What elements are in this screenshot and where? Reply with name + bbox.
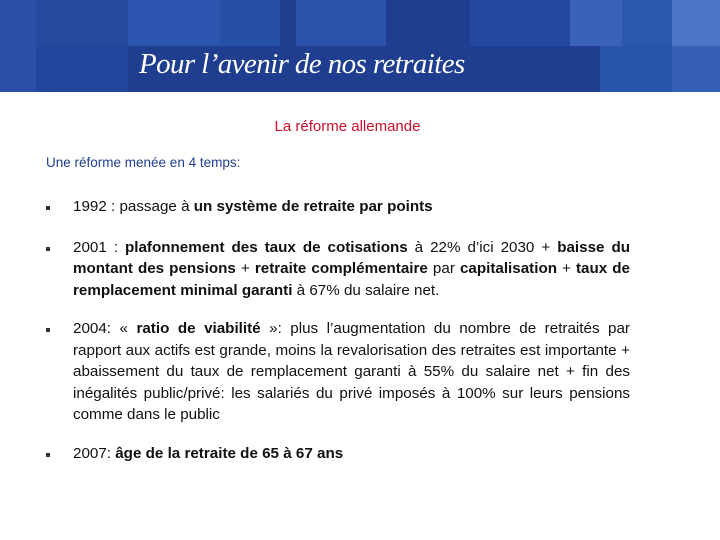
- slide-subtitle: Une réforme menée en 4 temps:: [46, 155, 241, 170]
- bullet-text: à 22% d’ici 2030 +: [407, 238, 558, 256]
- banner-tile: [672, 46, 720, 92]
- bullet-marker: [46, 328, 50, 332]
- bullet-text-bold: taux de remplacement minimal garanti: [73, 260, 630, 299]
- bullet-text: +: [235, 260, 255, 277]
- banner-tile: [672, 0, 720, 46]
- banner-tile: [622, 0, 672, 46]
- banner-title: Pour l’avenir de nos retraites: [139, 48, 465, 80]
- list-item: [46, 237, 630, 302]
- banner-tile: [570, 0, 622, 46]
- banner-tile: [220, 0, 280, 46]
- bullet-text: 2007:: [73, 444, 116, 462]
- bullet-text: par: [427, 260, 460, 277]
- banner-tile: [296, 0, 386, 46]
- bullet-text-bold: plafonnement des taux de cotisations: [124, 238, 408, 256]
- bullet-text: »: plus l’augmentation du nombre de retraités par rapport aux actifs est grande, moins la revalorisation des retraites est importante + abaissement du taux de remplacement garanti à 55% du salaire net + fin des inégalités public/privé: les salariés du privé imposés à 100% sur leurs pensions comme dans le public: [73, 320, 630, 423]
- banner-tile: [0, 0, 36, 92]
- bullet-marker: [46, 453, 50, 457]
- header-banner: [0, 0, 720, 92]
- bullet-text: +: [557, 260, 576, 277]
- bullet-text-bold: ratio de viabilité: [136, 320, 261, 337]
- bullet-text: 1992 : passage à: [73, 198, 194, 215]
- bullet-text-bold: baisse du montant des pensions: [73, 238, 630, 277]
- banner-tile: [600, 46, 672, 92]
- list-item: [46, 196, 630, 218]
- bullet-list: [46, 196, 630, 464]
- banner-tile: [36, 46, 128, 92]
- bullet-marker: [46, 247, 50, 251]
- bullet-text-bold: retraite complémentaire: [254, 260, 428, 277]
- bullet-text-bold: un système de retraite par points: [193, 198, 433, 215]
- bullet-text-bold: capitalisation: [459, 260, 557, 277]
- bullet-text-bold: âge de la retraite de 65 à 67 ans: [115, 444, 344, 462]
- list-item: [46, 318, 630, 426]
- slide-title: La réforme allemande: [274, 118, 421, 135]
- banner-tile: [128, 0, 220, 46]
- bullet-text: 2004: «: [73, 320, 137, 337]
- bullet-text: 2001 :: [73, 238, 125, 256]
- bullet-marker: [46, 206, 50, 210]
- list-item: [46, 443, 630, 465]
- bullet-text: à 67% du salaire net.: [292, 281, 440, 299]
- banner-tile: [470, 0, 570, 46]
